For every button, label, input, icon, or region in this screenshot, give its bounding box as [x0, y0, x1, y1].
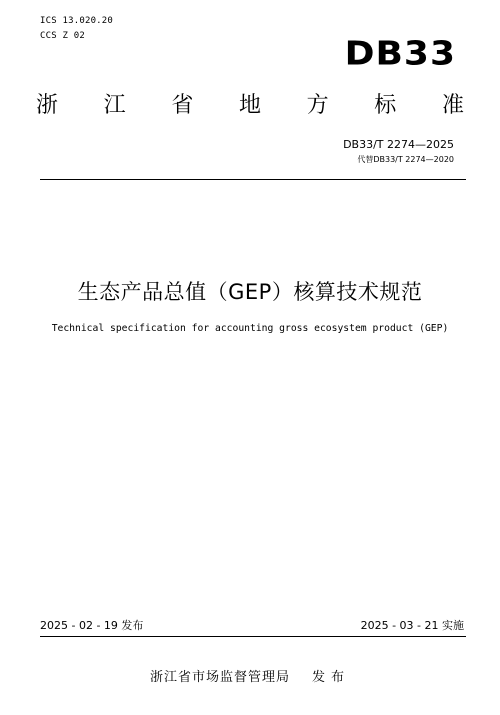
issuing-authority [0, 670, 500, 686]
db33-logo-mark: DB33 [344, 35, 456, 73]
standard-type-heading [36, 93, 464, 119]
issue-date: 2025 - 02 - 19 发布 [40, 619, 144, 632]
document-title-english: Technical specification for accounting gross ecosystem product (GEP) [51, 323, 449, 334]
replaced-standard-number: 代替DB33/T 2274—2020 [357, 155, 454, 164]
standard-type-char: 标 [374, 93, 397, 118]
ics-code: ICS 13.020.20 [40, 16, 114, 26]
standard-type-char: 准 [441, 93, 464, 118]
footer-divider [40, 636, 466, 637]
document-title-chinese: 生态产品总值（GEP）核算技术规范 [77, 280, 423, 304]
standard-type-char: 浙 [36, 93, 59, 118]
standard-type-char: 江 [103, 93, 126, 118]
standard-type-char: 方 [306, 93, 329, 118]
standard-number: DB33/T 2274—2025 [343, 138, 454, 151]
implementation-date: 2025 - 03 - 21 实施 [360, 619, 464, 632]
standard-type-char: 地 [238, 93, 261, 118]
issuer-name: 浙江省市场监督管理局 [149, 670, 290, 685]
standard-type-char: 省 [171, 93, 194, 118]
ccs-code: CCS Z 02 [40, 31, 85, 41]
issuer-release-word: 发布 [312, 670, 351, 685]
header-divider [40, 179, 466, 180]
